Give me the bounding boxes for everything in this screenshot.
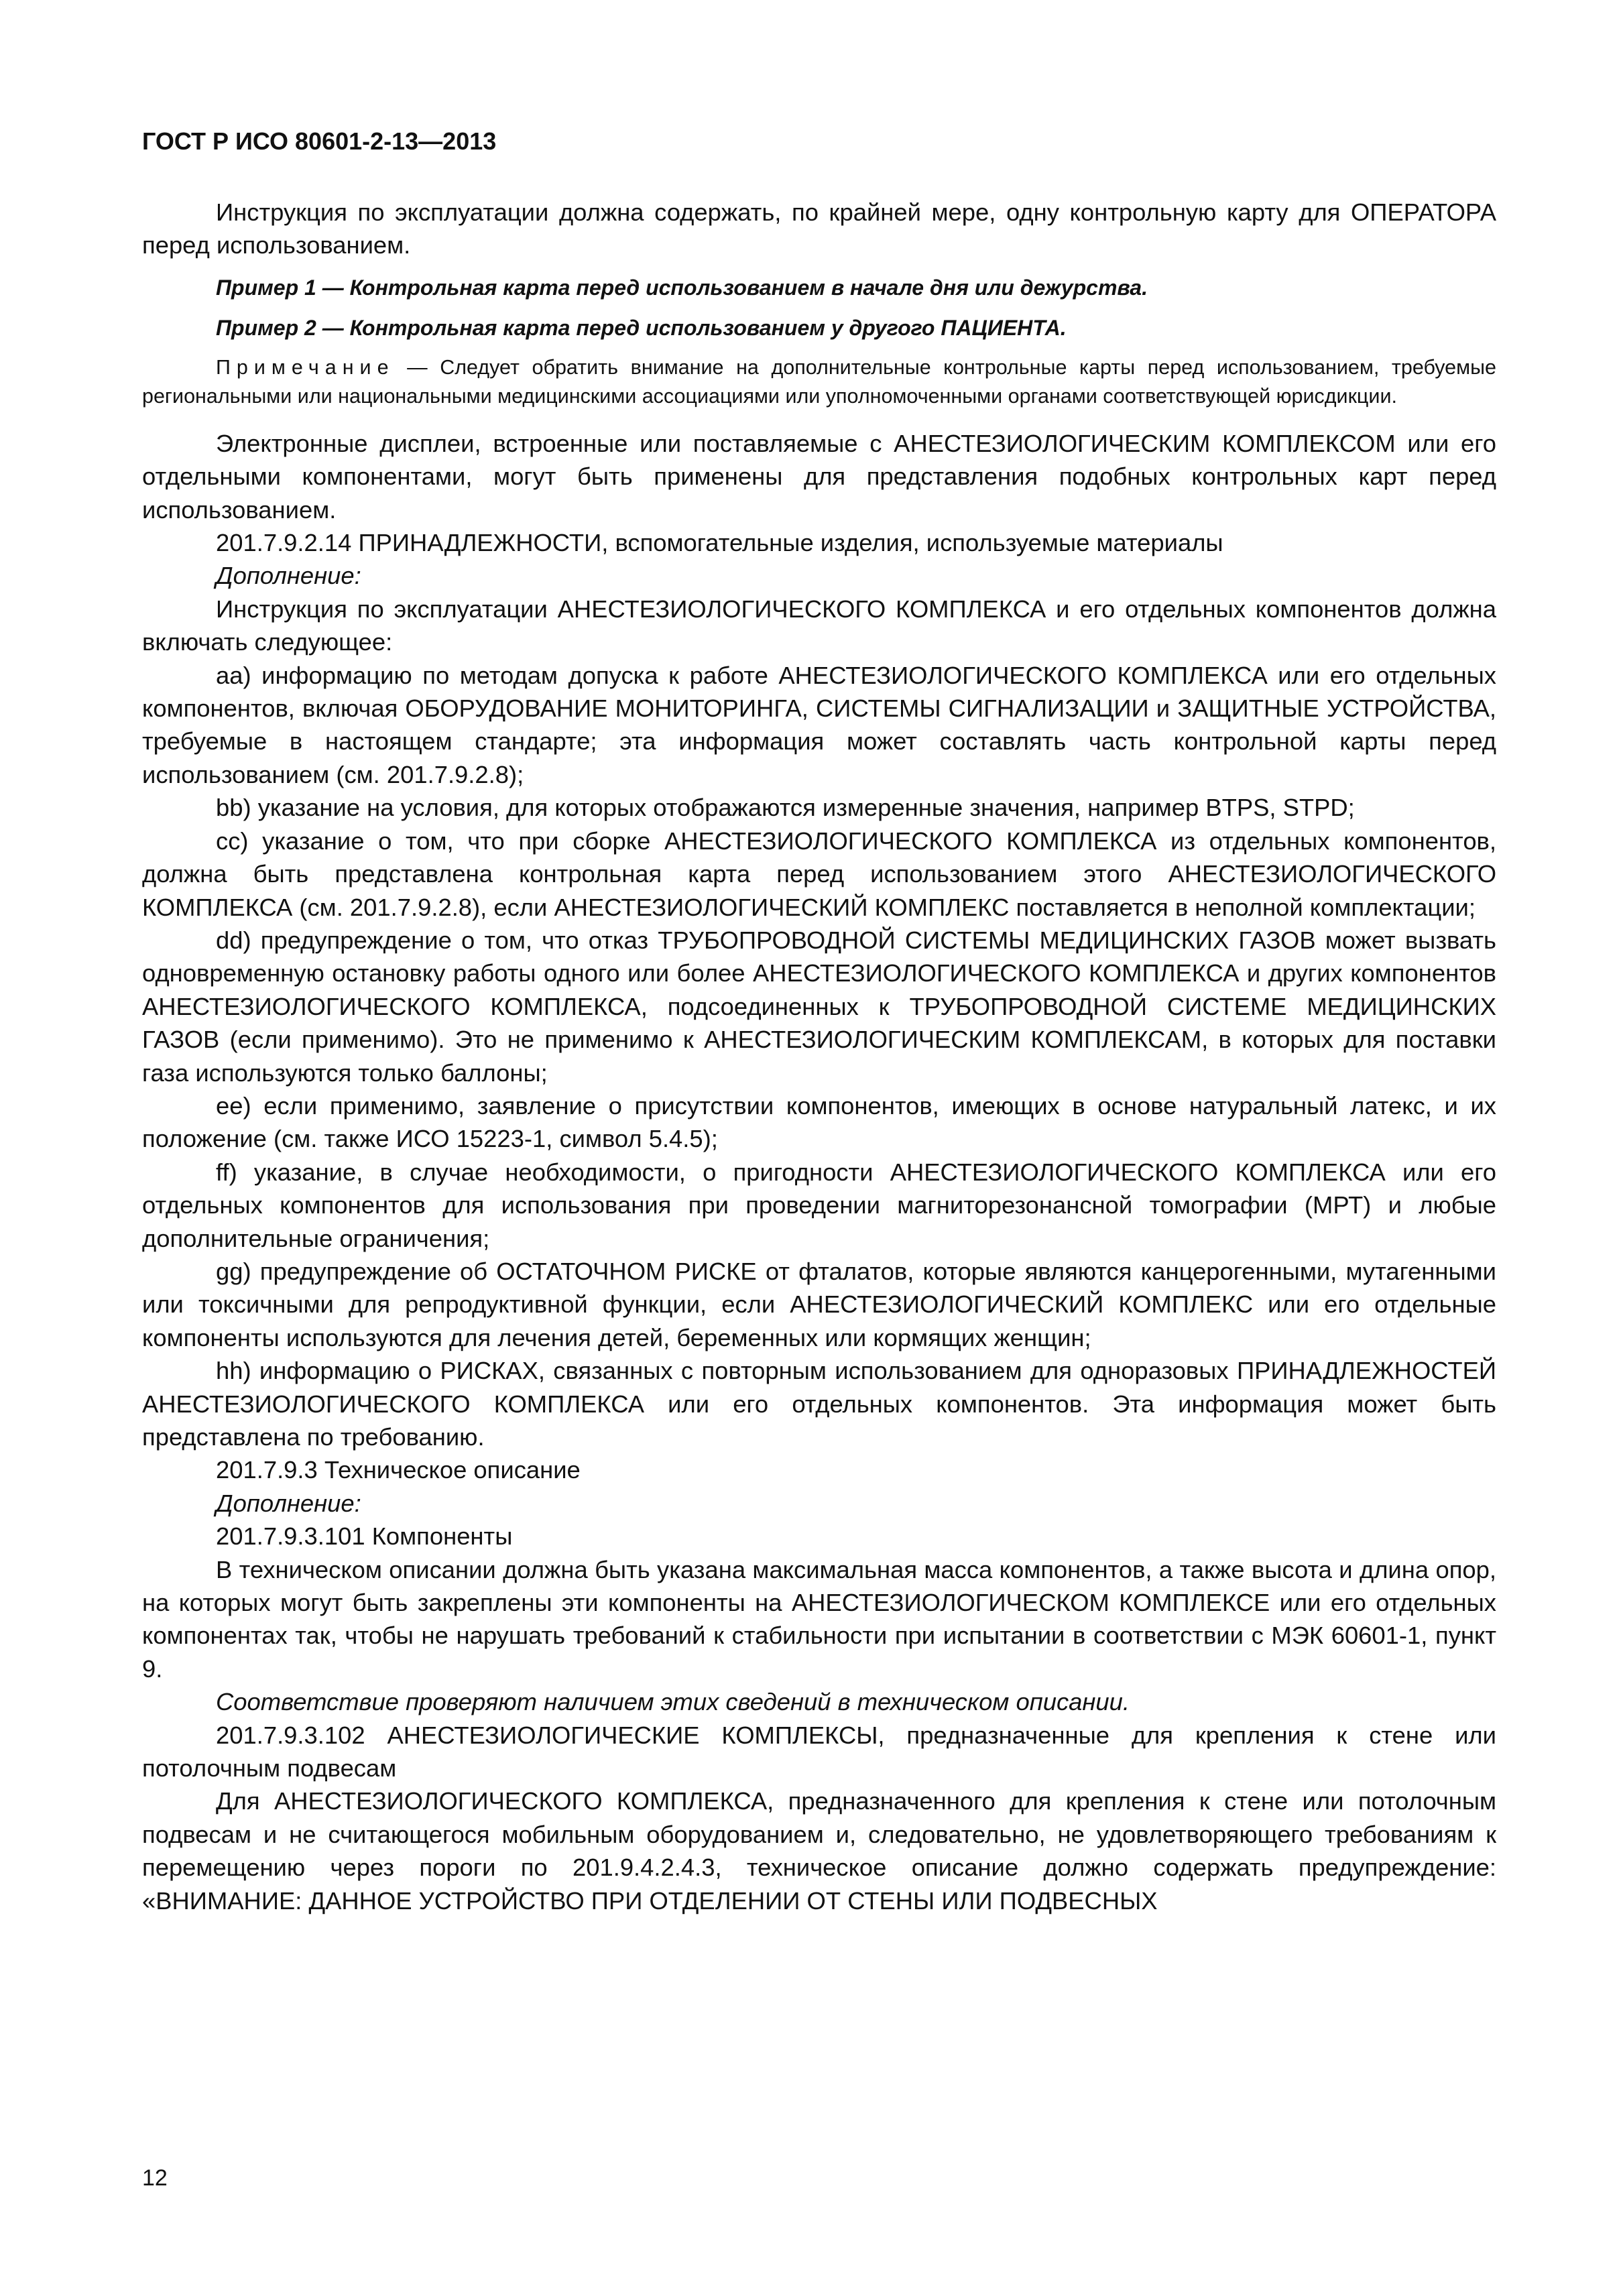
list-item-bb: bb) указание на условия, для которых отображаются измеренные значения, например BTPS, STPD;	[216, 794, 1355, 822]
list-item-dd: dd) предупреждение о том, что отказ ТРУБОПРОВОДНОЙ СИСТЕМЫ МЕДИЦИНСКИХ ГАЗОВ может вызвать одновременную остановку работы одного или более АНЕСТЕЗИОЛОГИЧЕСКОГО КОМПЛЕКСА и других компонентов АНЕСТЕЗИОЛОГИЧЕСКОГО КОМПЛЕКСА, подсоединенных к ТРУБОПРОВОДНОЙ СИСТЕМЕ МЕДИЦИНСКИХ ГАЗОВ (если применимо). Это не применимо к АНЕСТЕЗИОЛОГИЧЕСКИМ КОМПЛЕКСАМ, в которых для поставки газа используются только баллоны;	[142, 926, 1496, 1087]
paragraph-instructions-include: Инструкция по эксплуатации АНЕСТЕЗИОЛОГИЧЕСКОГО КОМПЛЕКСА и его отдельных компонентов должна включать следующее:	[142, 595, 1496, 656]
document-body	[142, 196, 1496, 1917]
page-number: 12	[142, 2165, 168, 2191]
list-item-hh: hh) информацию о РИСКАХ, связанных с повторным использованием для одноразовых ПРИНАДЛЕЖНОСТЕЙ АНЕСТЕЗИОЛОГИЧЕСКОГО КОМПЛЕКСА или его отдельных компонентов. Эта информация может быть представлена по требованию.	[142, 1357, 1496, 1451]
section-heading-accessories: 201.7.9.2.14 ПРИНАДЛЕЖНОСТИ, вспомогательные изделия, используемые материалы	[216, 529, 1223, 557]
note-text: — Следует обратить внимание на дополнительные контрольные карты перед использованием, требуемые региональными или национальными медицинскими ассоциациями или уполномоченными органами соответствующей юрисдикции.	[142, 355, 1496, 408]
paragraph-components-mass: В техническом описании должна быть указана максимальная масса компонентов, а также высота и длина опор, на которых могут быть закреплены эти компоненты на АНЕСТЕЗИОЛОГИЧЕСКОМ КОМПЛЕКСЕ или его отдельных компонентах так, чтобы не нарушать требований к стабильности при испытании в соответствии с МЭК 60601-1, пункт 9.	[142, 1555, 1496, 1683]
compliance-statement: Соответствие проверяют наличием этих сведений в техническом описании.	[216, 1688, 1130, 1716]
paragraph-wall-mount-warning: Для АНЕСТЕЗИОЛОГИЧЕСКОГО КОМПЛЕКСА, предназначенного для крепления к стене или потолочным подвесам и не считающегося мобильным оборудованием и, следовательно, не удовлетворяющего требованиям к перемещению через пороги по 201.9.4.2.4.3, техническое описание должно содержать предупреждение: «ВНИМАНИЕ: ДАННОЕ УСТРОЙСТВО ПРИ ОТДЕЛЕНИИ ОТ СТЕНЫ ИЛИ ПОДВЕСНЫХ	[142, 1787, 1496, 1915]
page-header-standard-code: ГОСТ Р ИСО 80601-2-13—2013	[142, 127, 497, 155]
paragraph-operator-checklist: Инструкция по эксплуатации должна содержать, по крайней мере, одну контрольную карту для ОПЕРАТОРА перед использованием.	[142, 198, 1496, 259]
section-heading-wall-mount: 201.7.9.3.102 АНЕСТЕЗИОЛОГИЧЕСКИЕ КОМПЛЕКСЫ, предназначенные для крепления к стене или потолочным подвесам	[142, 1721, 1496, 1783]
example-2: Пример 2 — Контрольная карта перед использованием у другого ПАЦИЕНТА.	[216, 315, 1067, 340]
paragraph-electronic-displays: Электронные дисплеи, встроенные или поставляемые с АНЕСТЕЗИОЛОГИЧЕСКИМ КОМПЛЕКСОМ или его отдельными компонентами, могут быть применены для представления подобных контрольных карт перед использованием.	[142, 429, 1496, 524]
addition-label-2: Дополнение:	[216, 1489, 361, 1517]
section-heading-technical-description: 201.7.9.3 Техническое описание	[216, 1456, 581, 1484]
section-heading-components: 201.7.9.3.101 Компоненты	[216, 1522, 513, 1551]
list-item-ff: ff) указание, в случае необходимости, о пригодности АНЕСТЕЗИОЛОГИЧЕСКОГО КОМПЛЕКСА или его отдельных компонентов для использования при проведении магниторезонансной томографии (МРТ) и любые дополнительные ограничения;	[142, 1158, 1496, 1252]
example-1: Пример 1 — Контрольная карта перед использованием в начале дня или дежурства.	[216, 275, 1148, 300]
list-item-aa: аа) информацию по методам допуска к работе АНЕСТЕЗИОЛОГИЧЕСКОГО КОМПЛЕКСА или его отдельных компонентов, включая ОБОРУДОВАНИЕ МОНИТОРИНГА, СИСТЕМЫ СИГНАЛИЗАЦИИ и ЗАЩИТНЫЕ УСТРОЙСТВА, требуемые в настоящем стандарте; эта информация может составлять часть контрольной карты перед использованием (см. 201.7.9.2.8);	[142, 661, 1496, 788]
list-item-ee: ee) если применимо, заявление о присутствии компонентов, имеющих в основе натуральный латекс, и их положение (см. также ИСО 15223-1, символ 5.4.5);	[142, 1091, 1496, 1153]
addition-label-1: Дополнение:	[216, 562, 361, 590]
note-label: Примечание	[216, 355, 395, 379]
list-item-cc: cc) указание о том, что при сборке АНЕСТЕЗИОЛОГИЧЕСКОГО КОМПЛЕКСА из отдельных компонентов, должна быть представлена контрольная карта перед использованием этого АНЕСТЕЗИОЛОГИЧЕСКОГО КОМПЛЕКСА (см. 201.7.9.2.8), если АНЕСТЕЗИОЛОГИЧЕСКИЙ КОМПЛЕКС поставляется в неполной комплектации;	[142, 827, 1496, 921]
note-paragraph	[142, 353, 1496, 411]
list-item-gg: gg) предупреждение об ОСТАТОЧНОМ РИСКЕ от фталатов, которые являются канцерогенными, мутагенными или токсичными для репродуктивной функции, если АНЕСТЕЗИОЛОГИЧЕСКИЙ КОМПЛЕКС или его отдельные компоненты используются для лечения детей, беременных или кормящих женщин;	[142, 1257, 1496, 1351]
